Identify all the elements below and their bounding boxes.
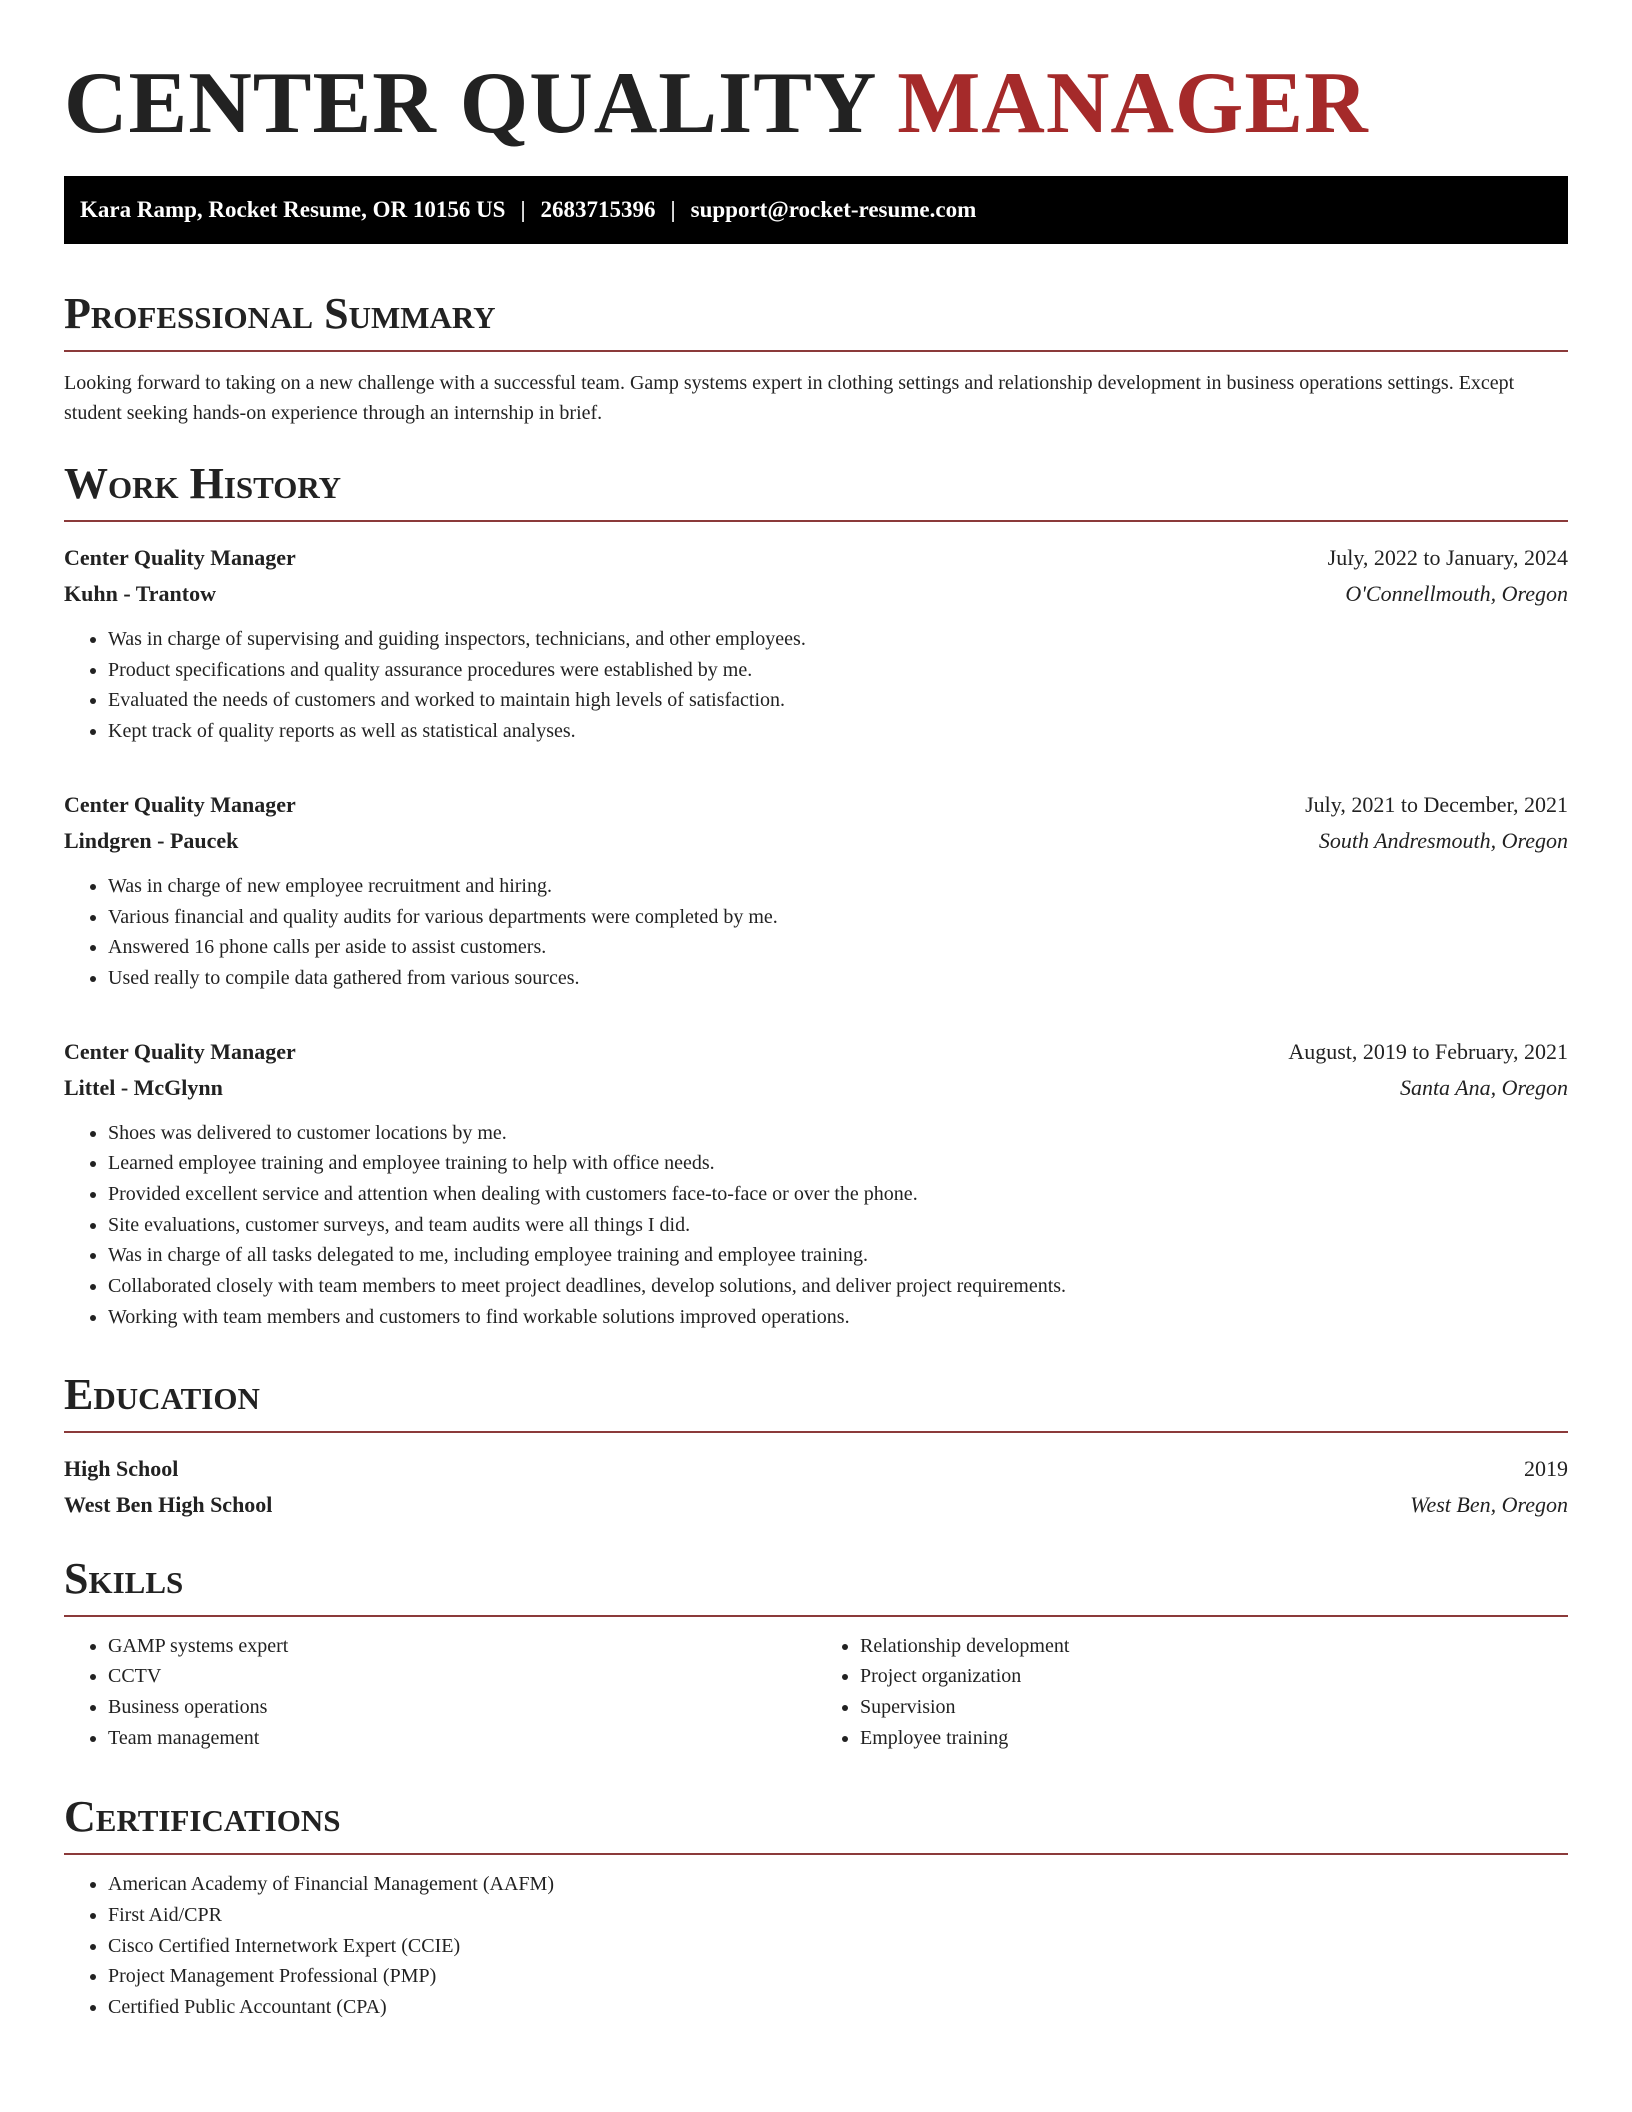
job-bullet: • Answered 16 phone calls per aside to assist customers. bbox=[108, 932, 1568, 963]
education-location: West Ben, Oregon bbox=[1410, 1491, 1568, 1517]
job-company: Kuhn - Trantow bbox=[64, 581, 217, 606]
certifications-heading: Certifications bbox=[64, 1791, 1568, 1855]
skill-item: • GAMP systems expert bbox=[108, 1631, 816, 1662]
skill-item: • Project organization bbox=[860, 1661, 1568, 1692]
job-location: O'Connellmouth, Oregon bbox=[1345, 581, 1568, 606]
education-school: West Ben High School bbox=[64, 1491, 273, 1517]
title-accent: MANAGER bbox=[897, 55, 1369, 152]
resume-title bbox=[64, 0, 1568, 154]
job-bullet: • Working with team members and customers to find workable solutions improved operations. bbox=[108, 1302, 1568, 1333]
skill-item: • Employee training bbox=[860, 1723, 1568, 1754]
title-main: CENTER QUALITY bbox=[64, 55, 875, 152]
education-section bbox=[64, 1369, 1568, 1523]
skill-item: • Business operations bbox=[108, 1692, 816, 1723]
education-year: 2019 bbox=[1524, 1455, 1568, 1481]
job-bullet: • Provided excellent service and attention when dealing with customers face-to-face or over the phone. bbox=[108, 1179, 1568, 1210]
job-dates: July, 2022 to January, 2024 bbox=[1327, 545, 1568, 570]
job-entry bbox=[64, 787, 1568, 994]
certification-item: • Project Management Professional (PMP) bbox=[108, 1961, 1568, 1992]
job-dates: August, 2019 to February, 2021 bbox=[1288, 1038, 1568, 1064]
job-location: South Andresmouth, Oregon bbox=[1318, 827, 1568, 853]
certifications-section bbox=[64, 1791, 1568, 2023]
education-heading: Education bbox=[64, 1369, 1568, 1433]
job-bullets bbox=[64, 871, 1568, 994]
work-history-section bbox=[64, 458, 1568, 1333]
skills-heading: Skills bbox=[64, 1553, 1568, 1617]
job-bullet: • Product specifications and quality assurance procedures were established by me. bbox=[108, 655, 1568, 686]
job-bullet: • Shoes was delivered to customer locations by me. bbox=[108, 1118, 1568, 1149]
skill-item: • Supervision bbox=[860, 1692, 1568, 1723]
job-bullets bbox=[64, 624, 1568, 747]
job-entry bbox=[64, 1034, 1568, 1333]
skills-list-right bbox=[816, 1631, 1568, 1754]
job-company: Littel - McGlynn bbox=[64, 1074, 223, 1100]
certification-item: • American Academy of Financial Management (AAFM) bbox=[108, 1869, 1568, 1900]
contact-separator: | bbox=[670, 197, 676, 222]
skills-list-left bbox=[64, 1631, 816, 1754]
skill-item: • Relationship development bbox=[860, 1631, 1568, 1662]
contact-bar bbox=[64, 176, 1568, 244]
job-bullet: • Was in charge of supervising and guiding inspectors, technicians, and other employees. bbox=[108, 624, 1568, 655]
job-bullet: • Evaluated the needs of customers and worked to maintain high levels of satisfaction. bbox=[108, 685, 1568, 716]
education-entry bbox=[64, 1451, 1568, 1523]
job-bullet: • Was in charge of new employee recruitment and hiring. bbox=[108, 871, 1568, 902]
skills-columns bbox=[64, 1631, 1568, 1754]
certification-item: • Cisco Certified Internetwork Expert (CCIE) bbox=[108, 1931, 1568, 1962]
job-bullet: • Various financial and quality audits for various departments were completed by me. bbox=[108, 902, 1568, 933]
job-bullets bbox=[64, 1118, 1568, 1333]
skills-section bbox=[64, 1553, 1568, 1754]
skill-item: • CCTV bbox=[108, 1661, 816, 1692]
job-bullet: • Collaborated closely with team members to meet project deadlines, develop solutions, and deliver project requirements. bbox=[108, 1271, 1568, 1302]
contact-separator: | bbox=[520, 197, 526, 222]
summary-heading: Professional Summary bbox=[64, 288, 1568, 352]
certification-item: • First Aid/CPR bbox=[108, 1900, 1568, 1931]
job-location: Santa Ana, Oregon bbox=[1399, 1074, 1568, 1100]
skill-item: • Team management bbox=[108, 1723, 816, 1754]
certifications-list bbox=[64, 1869, 1568, 2023]
job-title: Center Quality Manager bbox=[64, 545, 296, 570]
job-company: Lindgren - Paucek bbox=[64, 827, 239, 853]
summary-text: Looking forward to taking on a new challenge with a successful team. Gamp systems expert in clothing settings and relationship development in business operations settings. Except student seeking hands-on experience through an internship in brief. bbox=[64, 372, 1515, 424]
contact-phone: 2683715396 bbox=[540, 197, 656, 222]
contact-email: support@rocket-resume.com bbox=[690, 197, 977, 222]
education-degree: High School bbox=[64, 1455, 179, 1481]
job-bullet: • Used really to compile data gathered from various sources. bbox=[108, 963, 1568, 994]
contact-address: Kara Ramp, Rocket Resume, OR 10156 US bbox=[80, 197, 506, 222]
summary-section bbox=[64, 288, 1568, 428]
job-entry bbox=[64, 540, 1568, 747]
job-bullet: • Site evaluations, customer surveys, and team audits were all things I did. bbox=[108, 1210, 1568, 1241]
job-title: Center Quality Manager bbox=[64, 1038, 296, 1064]
job-title: Center Quality Manager bbox=[64, 791, 296, 817]
job-bullet: • Was in charge of all tasks delegated to me, including employee training and employee training. bbox=[108, 1240, 1568, 1271]
certification-item: • Certified Public Accountant (CPA) bbox=[108, 1992, 1568, 2023]
job-bullet: • Kept track of quality reports as well as statistical analyses. bbox=[108, 716, 1568, 747]
work-history-heading: Work History bbox=[64, 458, 1568, 522]
job-bullet: • Learned employee training and employee training to help with office needs. bbox=[108, 1148, 1568, 1179]
job-dates: July, 2021 to December, 2021 bbox=[1305, 791, 1568, 817]
